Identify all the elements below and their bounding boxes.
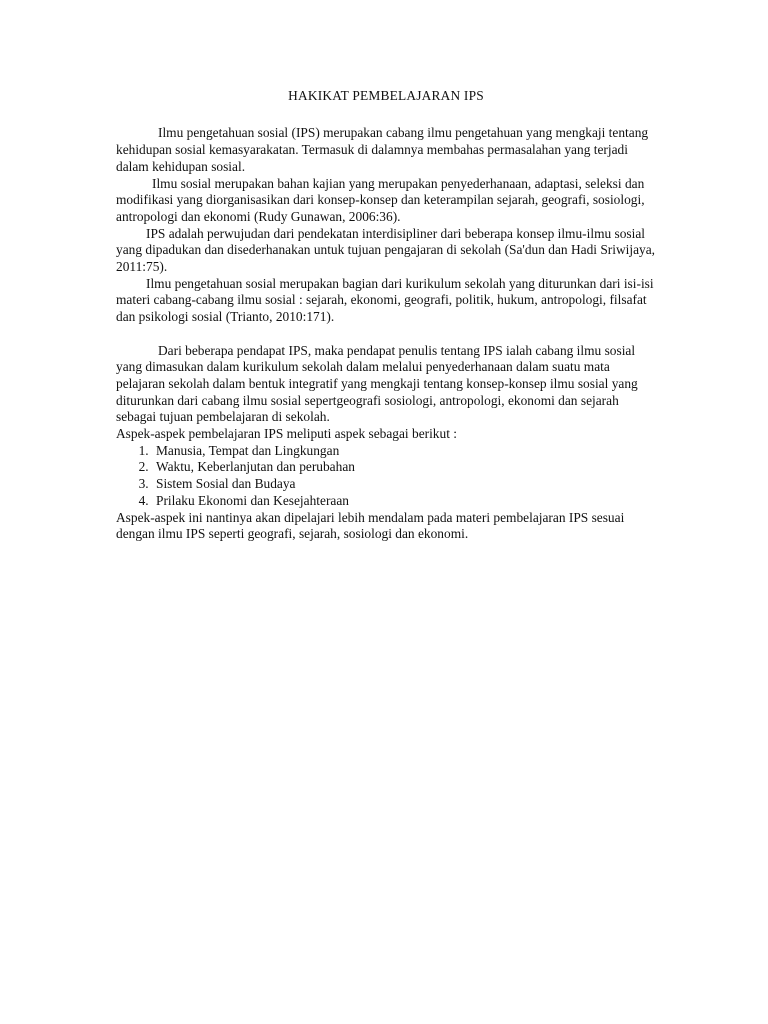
document-page bbox=[116, 88, 659, 543]
list-item: 1. Manusia, Tempat dan Lingkungan bbox=[152, 443, 656, 460]
closing-paragraph: Aspek-aspek ini nantinya akan dipelajari lebih mendalam pada materi pembelajaran IPS sesuai dengan ilmu IPS seperti geografi, sejarah, sosiologi dan ekonomi. bbox=[116, 509, 628, 542]
spacer bbox=[116, 326, 656, 343]
paragraph-author-opinion: Dari beberapa pendapat IPS, maka pendapat penulis tentang IPS ialah cabang ilmu sosial yang dimasukan dalam kurikulum sekolah dalam melalui penyederhanaan dalam suatu mata pelajaran sekolah dalam bentuk integratif yang mengkaji tentang konsep-konsep ilmu sosial yang diturunkan dari cabang ilmu sosial sepertgeografi sosiologi, antropologi, ekonomi dan sejarah sebagai tujuan pembelajaran di sekolah. bbox=[116, 342, 642, 425]
paragraph-ips-definition: Ilmu pengetahuan sosial (IPS) merupakan cabang ilmu pengetahuan yang mengkaji tentang kehidupan sosial kemasyarakatan. Termasuk di dalamnya membahas permasalahan yang terjadi dalam kehidupan sosial. bbox=[116, 125, 652, 174]
list-item: 2. Waktu, Keberlanjutan dan perubahan bbox=[152, 459, 656, 476]
spacer bbox=[116, 109, 656, 126]
aspects-list bbox=[116, 443, 656, 510]
paragraph-curriculum: Ilmu pengetahuan sosial merupakan bagian dari kurikulum sekolah yang diturunkan dari isi-isi materi cabang-cabang ilmu sosial : sejarah, ekonomi, geografi, politik, hukum, antropologi, filsafat dan psikologi sosial (Trianto, 2010:171). bbox=[116, 275, 657, 325]
paragraph-interdisciplinary: IPS adalah perwujudan dari pendekatan interdisipliner dari beberapa konsep ilmu-ilmu sosial yang dipadukan dan disederhanakan untuk tujuan pengajaran di sekolah (Sa'dun dan Hadi Sriwijaya, 2011:75). bbox=[116, 225, 659, 275]
paragraph-social-science-material: Ilmu sosial merupakan bahan kajian yang merupakan penyederhanaan, adaptasi, seleksi dan modifikasi yang diorganisasikan dari konsep-konsep dan keterampilan sejarah, geografi, sosiologi, antropologi dan ekonomi (Rudy Gunawan, 2006:36). bbox=[116, 175, 648, 224]
list-item: 3. Sistem Sosial dan Budaya bbox=[152, 476, 656, 493]
list-item: 4. Prilaku Ekonomi dan Kesejahteraan bbox=[152, 493, 656, 510]
aspects-intro: Aspek-aspek pembelajaran IPS meliputi aspek sebagai berikut : bbox=[116, 426, 457, 442]
document-title: HAKIKAT PEMBELAJARAN IPS bbox=[288, 88, 484, 103]
